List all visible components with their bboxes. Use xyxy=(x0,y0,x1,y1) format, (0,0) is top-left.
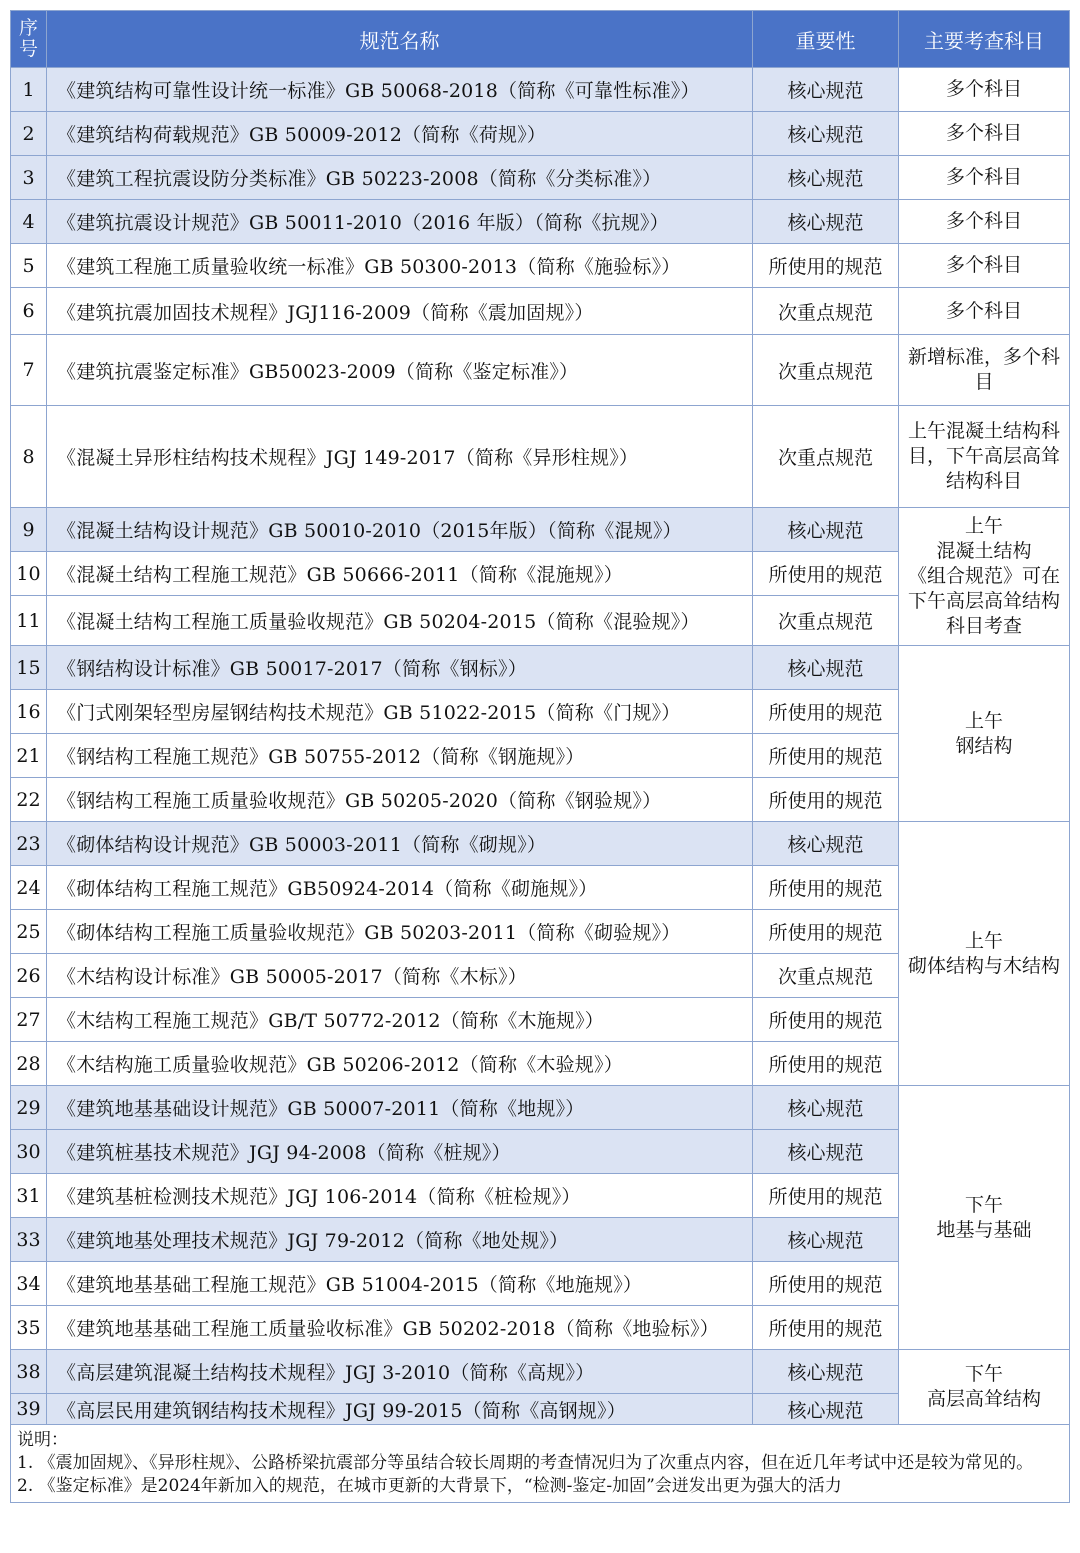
notes-cell xyxy=(11,1425,1070,1503)
row-importance: 核心规范 xyxy=(753,1394,899,1425)
row-subject: 多个科目 xyxy=(899,200,1070,244)
standards-table-container xyxy=(10,10,1069,1503)
row-no: 9 xyxy=(11,508,47,552)
row-importance: 所使用的规范 xyxy=(753,244,899,288)
row-no: 24 xyxy=(11,866,47,910)
row-no: 3 xyxy=(11,156,47,200)
row-importance: 所使用的规范 xyxy=(753,866,899,910)
table-row xyxy=(11,1350,1070,1394)
row-name: 《建筑抗震加固技术规程》JGJ116-2009（简称《震加固规》） xyxy=(47,288,753,335)
row-subject: 多个科目 xyxy=(899,112,1070,156)
row-name: 《门式刚架轻型房屋钢结构技术规范》GB 51022-2015（简称《门规》） xyxy=(47,690,753,734)
col-header-subject: 主要考查科目 xyxy=(899,11,1070,68)
row-no: 23 xyxy=(11,822,47,866)
row-no: 7 xyxy=(11,335,47,406)
row-name: 《建筑抗震鉴定标准》GB50023-2009（简称《鉴定标准》） xyxy=(47,335,753,406)
row-importance: 核心规范 xyxy=(753,508,899,552)
row-importance: 核心规范 xyxy=(753,112,899,156)
row-no: 39 xyxy=(11,1394,47,1425)
row-name: 《建筑结构荷载规范》GB 50009-2012（简称《荷规》） xyxy=(47,112,753,156)
row-no: 31 xyxy=(11,1174,47,1218)
col-header-importance: 重要性 xyxy=(753,11,899,68)
row-no: 8 xyxy=(11,406,47,508)
table-row xyxy=(11,822,1070,866)
row-name: 《砌体结构设计规范》GB 50003-2011（简称《砌规》） xyxy=(47,822,753,866)
row-importance: 核心规范 xyxy=(753,156,899,200)
row-name: 《钢结构工程施工规范》GB 50755-2012（简称《钢施规》） xyxy=(47,734,753,778)
row-name: 《建筑地基基础设计规范》GB 50007-2011（简称《地规》） xyxy=(47,1086,753,1130)
standards-table xyxy=(10,10,1070,1503)
row-name: 《建筑基桩检测技术规范》JGJ 106-2014（简称《桩检规》） xyxy=(47,1174,753,1218)
group-subject-masonry: 上午 砌体结构与木结构 xyxy=(899,822,1070,1086)
row-name: 《砌体结构工程施工质量验收规范》GB 50203-2011（简称《砌验规》） xyxy=(47,910,753,954)
row-subject: 多个科目 xyxy=(899,156,1070,200)
row-no: 2 xyxy=(11,112,47,156)
row-importance: 次重点规范 xyxy=(753,596,899,646)
row-no: 15 xyxy=(11,646,47,690)
row-name: 《建筑结构可靠性设计统一标准》GB 50068-2018（简称《可靠性标准》） xyxy=(47,68,753,112)
row-no: 10 xyxy=(11,552,47,596)
notes-row xyxy=(11,1425,1070,1503)
row-name: 《高层建筑混凝土结构技术规程》JGJ 3-2010（简称《高规》） xyxy=(47,1350,753,1394)
row-no: 22 xyxy=(11,778,47,822)
row-no: 25 xyxy=(11,910,47,954)
table-row xyxy=(11,156,1070,200)
row-name: 《混凝土结构设计规范》GB 50010-2010（2015年版）（简称《混规》） xyxy=(47,508,753,552)
row-name: 《木结构工程施工规范》GB/T 50772-2012（简称《木施规》） xyxy=(47,998,753,1042)
row-importance: 所使用的规范 xyxy=(753,552,899,596)
col-header-name: 规范名称 xyxy=(47,11,753,68)
row-name: 《混凝土结构工程施工规范》GB 50666-2011（简称《混施规》） xyxy=(47,552,753,596)
row-name: 《混凝土结构工程施工质量验收规范》GB 50204-2015（简称《混验规》） xyxy=(47,596,753,646)
group-subject-highrise: 下午 高层高耸结构 xyxy=(899,1350,1070,1425)
row-importance: 核心规范 xyxy=(753,1086,899,1130)
table-row xyxy=(11,335,1070,406)
row-name: 《建筑抗震设计规范》GB 50011-2010（2016 年版）（简称《抗规》） xyxy=(47,200,753,244)
row-no: 5 xyxy=(11,244,47,288)
row-name: 《建筑地基基础工程施工规范》GB 51004-2015（简称《地施规》） xyxy=(47,1262,753,1306)
group-subject-steel: 上午 钢结构 xyxy=(899,646,1070,822)
row-importance: 所使用的规范 xyxy=(753,1306,899,1350)
row-name: 《建筑桩基技术规范》JGJ 94-2008（简称《桩规》） xyxy=(47,1130,753,1174)
table-row xyxy=(11,200,1070,244)
table-row xyxy=(11,68,1070,112)
row-importance: 次重点规范 xyxy=(753,335,899,406)
row-name: 《钢结构工程施工质量验收规范》GB 50205-2020（简称《钢验规》） xyxy=(47,778,753,822)
row-no: 27 xyxy=(11,998,47,1042)
row-importance: 核心规范 xyxy=(753,68,899,112)
row-importance: 次重点规范 xyxy=(753,406,899,508)
table-row xyxy=(11,508,1070,552)
row-importance: 核心规范 xyxy=(753,1130,899,1174)
row-no: 28 xyxy=(11,1042,47,1086)
table-row xyxy=(11,406,1070,508)
row-name: 《建筑地基基础工程施工质量验收标准》GB 50202-2018（简称《地验标》） xyxy=(47,1306,753,1350)
row-name: 《高层民用建筑钢结构技术规程》JGJ 99-2015（简称《高钢规》） xyxy=(47,1394,753,1425)
row-no: 11 xyxy=(11,596,47,646)
notes-title: 说明： xyxy=(17,1430,68,1450)
row-importance: 所使用的规范 xyxy=(753,1042,899,1086)
row-importance: 次重点规范 xyxy=(753,288,899,335)
row-importance: 所使用的规范 xyxy=(753,1262,899,1306)
row-importance: 所使用的规范 xyxy=(753,734,899,778)
row-importance: 所使用的规范 xyxy=(753,910,899,954)
row-no: 38 xyxy=(11,1350,47,1394)
table-row xyxy=(11,646,1070,690)
row-subject: 上午混凝土结构科目，下午高层高耸结构科目 xyxy=(899,406,1070,508)
row-importance: 次重点规范 xyxy=(753,954,899,998)
row-name: 《建筑工程抗震设防分类标准》GB 50223-2008（简称《分类标准》） xyxy=(47,156,753,200)
row-importance: 核心规范 xyxy=(753,646,899,690)
group-subject-concrete: 上午 混凝土结构 《组合规范》可在下午高层高耸结构科目考查 xyxy=(899,508,1070,646)
row-no: 33 xyxy=(11,1218,47,1262)
row-no: 6 xyxy=(11,288,47,335)
col-header-no: 序号 xyxy=(11,11,47,68)
group-subject-foundation: 下午 地基与基础 xyxy=(899,1086,1070,1350)
notes-line-2: 2. 《鉴定标准》是2024年新加入的规范，在城市更新的大背景下，“检测-鉴定-加固”会迸发出更为强大的活力 xyxy=(17,1476,842,1496)
row-no: 21 xyxy=(11,734,47,778)
table-header-row xyxy=(11,11,1070,68)
row-subject: 新增标准，多个科目 xyxy=(899,335,1070,406)
table-row xyxy=(11,244,1070,288)
row-importance: 所使用的规范 xyxy=(753,998,899,1042)
row-no: 35 xyxy=(11,1306,47,1350)
row-importance: 所使用的规范 xyxy=(753,690,899,734)
row-subject: 多个科目 xyxy=(899,244,1070,288)
row-no: 29 xyxy=(11,1086,47,1130)
row-subject: 多个科目 xyxy=(899,288,1070,335)
row-no: 1 xyxy=(11,68,47,112)
row-importance: 核心规范 xyxy=(753,1218,899,1262)
row-importance: 核心规范 xyxy=(753,822,899,866)
table-row xyxy=(11,1086,1070,1130)
row-no: 4 xyxy=(11,200,47,244)
row-importance: 所使用的规范 xyxy=(753,778,899,822)
table-row xyxy=(11,288,1070,335)
row-importance: 所使用的规范 xyxy=(753,1174,899,1218)
row-name: 《混凝土异形柱结构技术规程》JGJ 149-2017（简称《异形柱规》） xyxy=(47,406,753,508)
row-importance: 核心规范 xyxy=(753,1350,899,1394)
row-name: 《木结构施工质量验收规范》GB 50206-2012（简称《木验规》） xyxy=(47,1042,753,1086)
row-no: 34 xyxy=(11,1262,47,1306)
row-no: 30 xyxy=(11,1130,47,1174)
row-name: 《建筑工程施工质量验收统一标准》GB 50300-2013（简称《施验标》） xyxy=(47,244,753,288)
notes-line-1: 1. 《震加固规》、《异形柱规》、公路桥梁抗震部分等虽结合较长周期的考查情况归为了次重点内容，但在近几年考试中还是较为常见的。 xyxy=(17,1453,1034,1473)
row-no: 16 xyxy=(11,690,47,734)
row-importance: 核心规范 xyxy=(753,200,899,244)
row-subject: 多个科目 xyxy=(899,68,1070,112)
row-name: 《建筑地基处理技术规范》JGJ 79-2012（简称《地处规》） xyxy=(47,1218,753,1262)
row-no: 26 xyxy=(11,954,47,998)
table-row xyxy=(11,112,1070,156)
row-name: 《砌体结构工程施工规范》GB50924-2014（简称《砌施规》） xyxy=(47,866,753,910)
row-name: 《钢结构设计标准》GB 50017-2017（简称《钢标》） xyxy=(47,646,753,690)
row-name: 《木结构设计标准》GB 50005-2017（简称《木标》） xyxy=(47,954,753,998)
